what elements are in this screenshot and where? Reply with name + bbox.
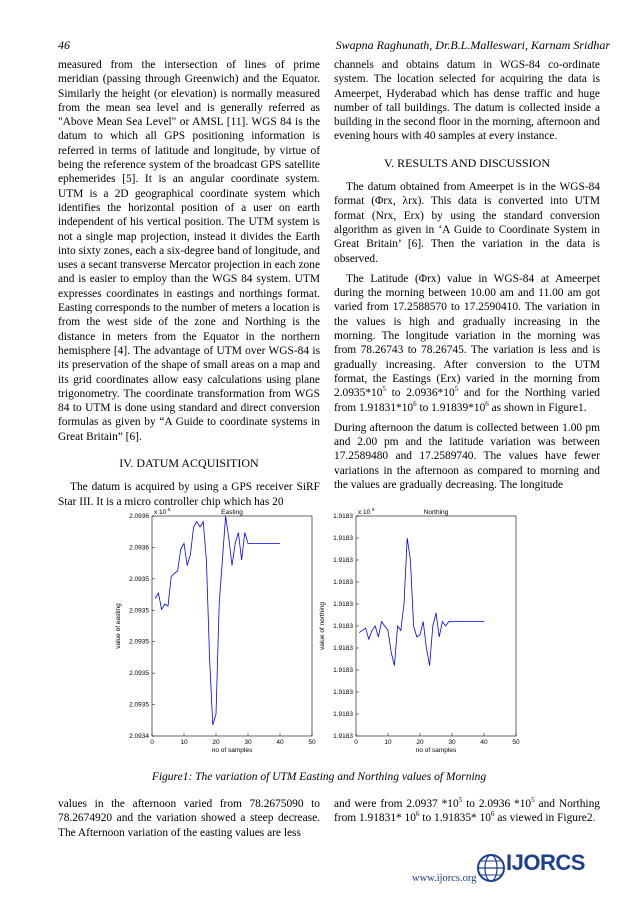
body-paragraph: measured from the intersection of lines of prime meridian (passing through Greenwich) and the Equator. Similarly the height (or elevation) is normally measured from the mean sea level and is generally referred as "Above Mean Sea Level" or AMSL [11]. WGS 84 is the datum to which all GPS positioning information is referred in terms of latitude and longitude, by virtue of being the reference system of the broadcast GPS satellite ephemerides [5]. It is an angular coordinate system. UTM is a 2D geographical coordinate system which identifies the horizontal position of a user on earth independent of his vertical position. The UTM system is not a single map projection, instead it divides the Earth into sixty zones, each a six-degree band of longitude, and uses a secant transverse Mercator projection in each zone and is easier to employ than the WGS 84 system. UTM expresses coordinates in eastings and northings format. Easting corresponds to the number of meters a location is from the west side of the zone and Northing is the distance in meters from the Equator in the northern hemisphere [4]. The advantage of UTM over WGS-84 is its preservation of the shape of small areas on a map and its grid coordinates allow easy calculations using plane trigonometry. The coordinate transformation from WGS 84 to UTM is done using standard and direct conversion formulas as given by “A Guide to coordinate systems in Great Britain” [6]. xyxy=(58,59,320,443)
text-run: and for the Northing varied from 1.91831*10 xyxy=(334,387,600,414)
running-header-authors: Swapna Raghunath, Dr.B.L.Malleswari, Karnam Sridhar xyxy=(335,38,610,52)
left-column xyxy=(58,58,320,509)
axis-exponent-label: x 10 xyxy=(358,509,371,516)
superscript: 6 xyxy=(490,810,495,819)
y-tick-label: 2.0936 xyxy=(129,513,149,520)
figure-caption: Figure1: The variation of UTM Easting and Northing values of Morning xyxy=(151,771,487,783)
y-axis-label: value of easting xyxy=(115,603,122,649)
y-tick-label: 1.9183 xyxy=(333,711,353,718)
y-tick-label: 2.0935 xyxy=(129,575,149,583)
superscript: 5 xyxy=(382,385,386,394)
y-tick-label: 1.9183 xyxy=(333,579,353,586)
bottom-right-column xyxy=(334,797,600,826)
x-tick-label: 50 xyxy=(512,739,520,746)
y-tick-label: 1.9183 xyxy=(333,513,353,520)
text-run: to 2.0936 *10 xyxy=(462,798,532,810)
y-tick-label: 1.9183 xyxy=(333,733,353,740)
x-tick-label: 20 xyxy=(416,739,424,746)
x-tick-label: 40 xyxy=(480,739,488,746)
section-heading: IV. DATUM ACQUISITION xyxy=(119,456,259,471)
globe-icon xyxy=(476,850,506,886)
bottom-left-column xyxy=(58,797,320,840)
body-paragraph: The datum is acquired by using a GPS receiver SiRF Star III. It is a micro controller chip which has 20 xyxy=(58,481,320,508)
x-tick-label: 20 xyxy=(212,739,220,746)
y-tick-label: 1.9183 xyxy=(333,667,353,674)
y-tick-label: 2.0935 xyxy=(129,701,149,709)
superscript: 5 xyxy=(458,796,463,805)
plot-frame xyxy=(356,516,516,736)
body-paragraph xyxy=(334,272,600,415)
y-tick-label: 2.0936 xyxy=(129,544,149,552)
body-paragraph: During afternoon the datum is collected between 1.00 pm and 2.00 pm and the latitude variation was between 17.2589480 and 17.2589740. The values have fewer variations in the afternoon as compared to morning and the values are gradually decreasing. The longitude xyxy=(334,421,600,492)
y-tick-label: 1.9183 xyxy=(333,623,353,630)
x-axis-label: no of samples xyxy=(415,747,457,754)
x-tick-label: 30 xyxy=(448,739,456,746)
axis-exponent-superscript: 6 xyxy=(372,507,375,512)
axis-exponent-label: x 10 xyxy=(154,509,167,516)
body-paragraph: channels and obtains datum in WGS-84 co-ordinate system. The location selected for acquiring the data is Ameerpet, Hyderabad which has dense traffic and huge number of tall buildings. The datum is collected inside a building in the second floor in the morning, afternoon and evening hours with 40 samples at every instance. xyxy=(334,59,600,143)
text-run: The Latitude (Φrx) value in WGS-84 at Ameerpet during the morning between 10.00 am and 11.00 am got varied from 17.2588570 to 17.2590410. The variation in the values is high and gradually increasing in the morning. The longitude variation in the morning was from 78.26743 to 78.26745. The variation is less and is gradually increasing. After conversion to the UTM format, the Eastings (Erx) varied in the morning from 2.0935*10 xyxy=(334,272,600,400)
figure-1 xyxy=(112,506,526,756)
text-run: to 1.91839*10 xyxy=(416,401,486,414)
logo-wordmark: IJORCS xyxy=(506,850,585,875)
text-run: to 2.0936*10 xyxy=(385,387,455,400)
y-tick-label: 1.9183 xyxy=(333,601,353,608)
x-tick-label: 10 xyxy=(180,739,188,746)
plot-frame xyxy=(152,516,312,736)
text-run: to 1.91835* 10 xyxy=(419,812,491,825)
y-tick-label: 2.0935 xyxy=(129,670,149,678)
superscript: 6 xyxy=(485,399,489,408)
y-tick-label: 2.0934 xyxy=(129,733,149,740)
superscript: 6 xyxy=(415,810,420,819)
y-tick-label: 2.0935 xyxy=(129,607,149,615)
x-tick-label: 0 xyxy=(150,739,154,746)
x-tick-label: 40 xyxy=(276,739,284,746)
body-paragraph xyxy=(334,797,600,826)
axis-exponent-superscript: 5 xyxy=(168,507,171,512)
x-tick-label: 10 xyxy=(384,739,392,746)
chart-title: Northing xyxy=(423,509,449,516)
y-tick-label: 2.0935 xyxy=(129,638,149,646)
section-heading: V. RESULTS AND DISCUSSION xyxy=(383,155,551,170)
text-run: as shown in Figure1. xyxy=(488,401,587,414)
journal-url-link[interactable]: www.ijorcs.org xyxy=(412,873,477,884)
superscript: 5 xyxy=(531,796,535,805)
body-paragraph: The datum obtained from Ameerpet is in the WGS-84 format (Φrx, λrx). This data is converted into UTM format (Nrx, Erx) by using the standard conversion algorithm as given in ‘A Guide to Coordinate System in Great Britain’ [6]. Then the variation in the data is observed. xyxy=(334,181,600,265)
x-tick-label: 0 xyxy=(354,739,358,746)
ijorcs-logo xyxy=(476,848,604,888)
right-column xyxy=(334,58,600,492)
y-axis-label: value of northing xyxy=(319,601,326,651)
y-tick-label: 1.9183 xyxy=(333,645,353,652)
superscript: 5 xyxy=(454,385,459,394)
body-paragraph: values in the afternoon varied from 78.2675090 to 78.2674920 and the variation showed a steep decrease. The Afternoon variation of the easting values are less xyxy=(58,798,320,839)
y-tick-label: 1.9183 xyxy=(333,689,353,696)
superscript: 6 xyxy=(413,399,417,408)
x-tick-label: 30 xyxy=(244,739,252,746)
y-tick-label: 1.9183 xyxy=(333,557,353,564)
text-run: and were from 2.0937 *10 xyxy=(334,798,459,810)
y-tick-label: 1.9183 xyxy=(333,535,353,542)
x-tick-label: 50 xyxy=(308,739,316,746)
page-number: 46 xyxy=(58,38,70,52)
text-run: and Northing from 1.91831* 10 xyxy=(334,798,600,825)
text-run: as viewed in Figure2. xyxy=(494,812,596,825)
x-axis-label: no of samples xyxy=(211,747,253,754)
chart-title: Easting xyxy=(221,509,243,516)
